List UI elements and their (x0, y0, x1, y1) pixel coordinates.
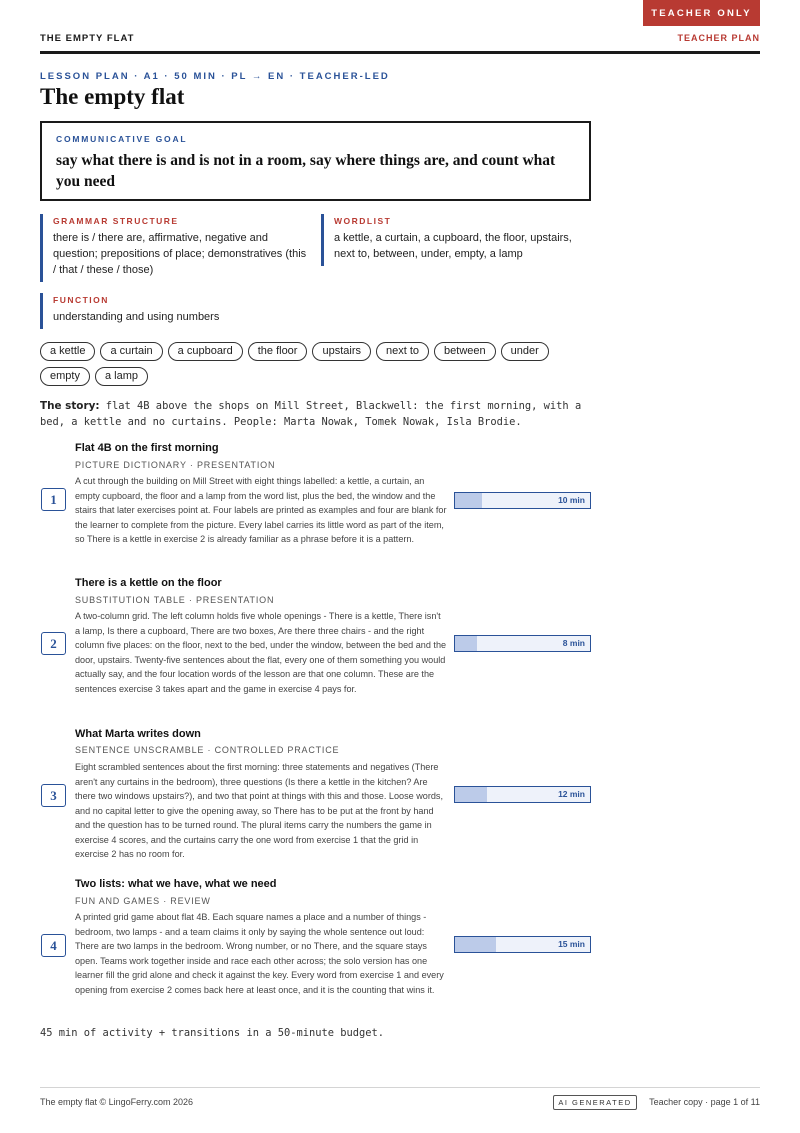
duration-label: 8 min (562, 638, 585, 648)
exercise-number: 1 (41, 488, 66, 511)
duration-label: 10 min (558, 495, 585, 505)
grammar-structure-block (40, 214, 310, 282)
story-summary (40, 398, 600, 430)
page-title: The empty flat (40, 84, 185, 109)
wordlist-text: a kettle, a curtain, a cupboard, the floor, upstairs, next to, between, under, empty, a lamp (334, 232, 572, 260)
footer-rule (40, 1087, 760, 1088)
footer-copyright: The empty flat © LingoFerry.com 2026 (40, 1097, 194, 1107)
grammar-text: there is / there are, affirmative, negative and question; prepositions of place; demonstratives (this / that / these / those) (53, 232, 307, 276)
exercise-number: 3 (41, 784, 66, 807)
story-text: flat 4B above the shops on Mill Street, Blackwell: the first morning, with a bed, a kettle and no curtains. People: Marta Nowak, Tomek Nowak, Isla Brodie. (40, 400, 582, 428)
exercise-description: A cut through the building on Mill Street with eight things labelled: a kettle, a curtain, an empty cupboard, the floor and a lamp from the word list, plus the bed, the window and the stairs that later exercises point at. Four labels are printed as examples and four are blank for the learner to complete from the picture. Every label carries its little word as part of the item, so There is a kettle in exercise 2 is already familiar as a phrase before it is a pattern. (75, 476, 447, 544)
vocab-chip: a kettle (40, 342, 95, 361)
vocab-chip: a lamp (95, 367, 148, 386)
function-text: understanding and using numbers (53, 311, 220, 323)
vocab-chip: next to (376, 342, 429, 361)
vocab-chip: a curtain (100, 342, 162, 361)
exercise-type: PICTURE DICTIONARY · PRESENTATION (75, 460, 276, 470)
function-label: FUNCTION (53, 295, 109, 305)
vocab-chip: upstairs (312, 342, 371, 361)
exercise-number: 4 (41, 934, 66, 957)
exercise-number: 2 (41, 632, 66, 655)
wordlist-label: WORDLIST (334, 216, 392, 226)
grammar-label: GRAMMAR STRUCTURE (53, 216, 179, 226)
exercise-description: A two-column grid. The left column holds five whole openings - There is a kettle, There isn't a lamp, Is there a cupboard, There are two boxes, Are there three chairs - and the right column five places: on the floor, next to the bed, under the window, between the bed and the door, upstairs. Twenty-five sentences about the flat, every one of them something you would actually say, and the four location words of the lesson are that one column. These are the sentences exercise 3 takes apart and the game in exercise 4 pays for. (75, 611, 447, 694)
teacher-only-badge: TEACHER ONLY (643, 0, 760, 26)
vocab-chip: the floor (248, 342, 308, 361)
wordlist-block (321, 214, 591, 266)
vocab-chip: between (434, 342, 496, 361)
header-rule (40, 51, 760, 54)
goal-label: COMMUNICATIVE GOAL (56, 134, 188, 144)
section-label: TEACHER PLAN (677, 33, 760, 43)
time-budget-note: 45 min of activity + transitions in a 50-minute budget. (40, 1027, 385, 1039)
duration-bar (454, 936, 591, 953)
duration-label: 12 min (558, 789, 585, 799)
function-block (40, 293, 310, 329)
exercise-type: SENTENCE UNSCRAMBLE · CONTROLLED PRACTICE (75, 745, 340, 755)
communicative-goal-box (40, 121, 591, 201)
vocab-chip: empty (40, 367, 90, 386)
running-title: THE EMPTY FLAT (40, 33, 135, 44)
exercise-type: FUN AND GAMES · REVIEW (75, 896, 211, 906)
duration-bar (454, 492, 591, 509)
exercise-title: Two lists: what we have, what we need (75, 878, 277, 890)
exercise-type: SUBSTITUTION TABLE · PRESENTATION (75, 595, 275, 605)
duration-fill (455, 493, 482, 508)
duration-fill (455, 636, 477, 651)
lesson-meta: LESSON PLAN · A1 · 50 MIN · PL → EN · TEACHER-LED (40, 71, 390, 82)
exercise-description: A printed grid game about flat 4B. Each square names a place and a number of things - bedroom, two lamps - and a team claims it only by saying the whole sentence out loud: There are two lamps in the bedroom. Wrong number, or no There, and the square stays open. Teams work together inside and race each other across; the solo version has one learner fill the grid alone and check it against the key. Every word from exercise 1 and every opening from exercise 2 comes back here at least once, and it is the counting that wins it. (75, 912, 444, 995)
duration-fill (455, 937, 496, 952)
exercise-title: Flat 4B on the first morning (75, 442, 219, 454)
exercise-description: Eight scrambled sentences about the first morning: three statements and negatives (There aren't any curtains in the bedroom), three questions (Is there a kettle in the kitchen? Are there two windows upstairs?), and two that point at things with this and those. Loose words, and no capital letter to give the opening away, so There has to be put at the front by hand and the question has to be turned round. The plural items carry the numbers the game in exercise 4 scores, and the curtains carry the one word from exercise 1 that the grid in exercise 2 has no room for. (75, 762, 443, 859)
vocab-chip: a cupboard (168, 342, 243, 361)
story-label: The story: (40, 400, 100, 412)
duration-bar (454, 635, 591, 652)
footer-page-info: Teacher copy · page 1 of 11 (649, 1097, 760, 1107)
duration-bar (454, 786, 591, 803)
duration-fill (455, 787, 487, 802)
vocab-chip: under (501, 342, 549, 361)
exercise-title: There is a kettle on the floor (75, 577, 222, 589)
duration-label: 15 min (558, 939, 585, 949)
vocabulary-chips (40, 342, 600, 386)
goal-text: say what there is and is not in a room, say where things are, and count what you need (56, 152, 556, 190)
exercise-title: What Marta writes down (75, 728, 201, 740)
ai-generated-badge: AI GENERATED (553, 1095, 637, 1110)
